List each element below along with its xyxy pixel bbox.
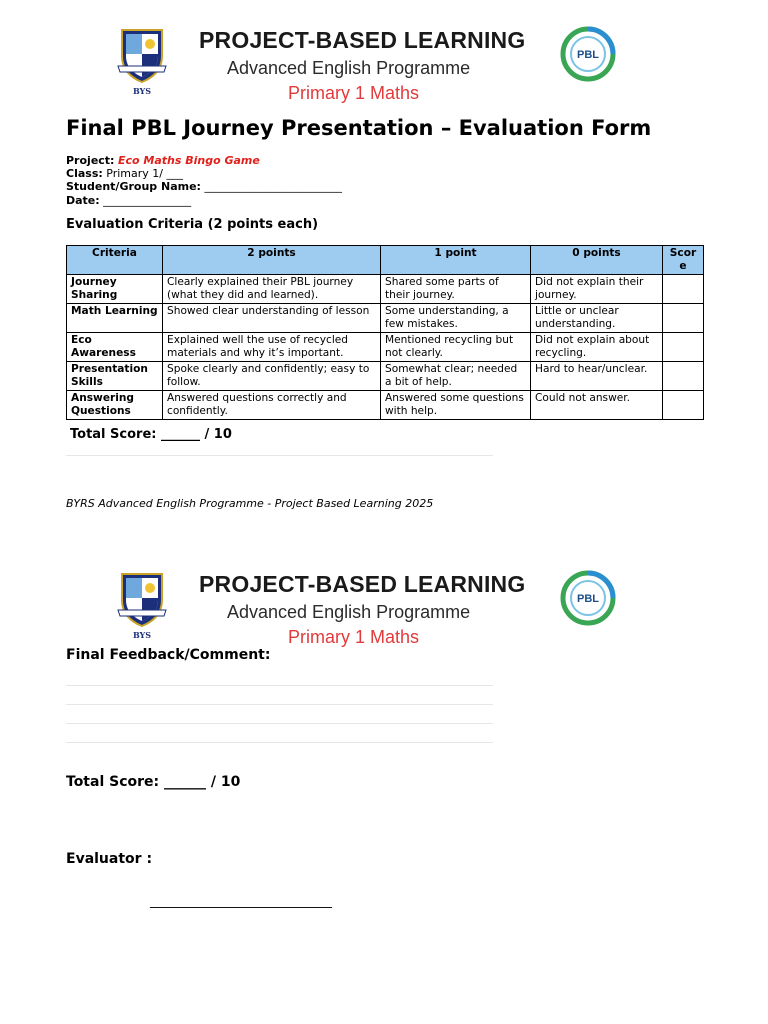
one-point-cell: Somewhat clear; needed a bit of help.	[381, 362, 531, 391]
signature-line: ____________________________	[150, 894, 332, 909]
feedback-line	[66, 704, 493, 705]
student-label: Student/Group Name:	[66, 180, 201, 194]
banner-title: PROJECT-BASED LEARNING	[199, 27, 526, 53]
table-row	[67, 362, 704, 391]
zero-points-cell: Hard to hear/unclear.	[531, 362, 663, 391]
header-banner-page-2	[84, 556, 644, 650]
one-point-cell: Shared some parts of their journey.	[381, 275, 531, 304]
criteria-cell: Journey Sharing	[67, 275, 163, 304]
two-points-cell: Explained well the use of recycled materials and why it’s important.	[163, 333, 381, 362]
two-points-cell: Spoke clearly and confidently; easy to follow.	[163, 362, 381, 391]
header-1-point: 1 point	[381, 246, 531, 275]
criteria-cell: Presentation Skills	[67, 362, 163, 391]
feedback-heading: Final Feedback/Comment:	[66, 647, 271, 663]
class-value: Primary 1/ ___	[106, 167, 183, 181]
banner-subject: Primary 1 Maths	[288, 627, 420, 647]
form-meta	[66, 154, 342, 207]
form-title: Final PBL Journey Presentation – Evaluation Form	[66, 116, 652, 140]
school-abbreviation: BYS	[132, 630, 152, 640]
banner-title: PROJECT-BASED LEARNING	[199, 571, 526, 597]
project-row	[66, 154, 342, 167]
footer-text: BYRS Advanced English Programme - Project Based Learning 2025	[66, 497, 434, 510]
table-row	[67, 333, 704, 362]
feedback-line	[66, 685, 493, 686]
two-points-cell: Showed clear understanding of lesson	[163, 304, 381, 333]
score-cell	[663, 391, 704, 420]
one-point-cell: Answered some questions with help.	[381, 391, 531, 420]
criteria-cell: Answering Questions	[67, 391, 163, 420]
table-row	[67, 304, 704, 333]
school-crest-icon	[114, 570, 170, 640]
project-value: Eco Maths Bingo Game	[117, 154, 260, 167]
header-banner	[84, 12, 644, 106]
evaluation-rubric-table	[66, 245, 704, 420]
feedback-line	[66, 742, 493, 743]
evaluator-label: Evaluator :	[66, 851, 153, 867]
pbl-logo-icon	[560, 570, 616, 626]
pbl-logo-icon	[560, 26, 616, 82]
date-label: Date:	[66, 193, 100, 207]
header-score: Score	[663, 246, 704, 275]
score-cell	[663, 362, 704, 391]
table-header-row	[67, 246, 704, 275]
school-crest-icon	[114, 26, 170, 96]
header-criteria: Criteria	[67, 246, 163, 275]
student-row	[66, 180, 342, 193]
banner-subtitle: Advanced English Programme	[227, 58, 471, 78]
date-blank: ________________	[103, 193, 192, 207]
feedback-line	[66, 723, 493, 724]
two-points-cell: Answered questions correctly and confidently.	[163, 391, 381, 420]
score-cell	[663, 304, 704, 333]
class-row	[66, 167, 342, 180]
pbl-logo-text: PBL	[577, 593, 599, 605]
criteria-cell: Eco Awareness	[67, 333, 163, 362]
date-row	[66, 194, 342, 207]
student-blank: _________________________	[204, 180, 342, 194]
criteria-cell: Math Learning	[67, 304, 163, 333]
banner-subject: Primary 1 Maths	[288, 83, 420, 103]
total-score-top: Total Score: ______ / 10	[70, 427, 232, 442]
criteria-heading: Evaluation Criteria (2 points each)	[66, 217, 319, 232]
zero-points-cell: Did not explain their journey.	[531, 275, 663, 304]
one-point-cell: Some understanding, a few mistakes.	[381, 304, 531, 333]
one-point-cell: Mentioned recycling but not clearly.	[381, 333, 531, 362]
table-row	[67, 391, 704, 420]
school-abbreviation: BYS	[132, 86, 152, 96]
total-score-bottom: Total Score: ______ / 10	[66, 774, 241, 790]
two-points-cell: Clearly explained their PBL journey (what they did and learned).	[163, 275, 381, 304]
header-0-points: 0 points	[531, 246, 663, 275]
zero-points-cell: Did not explain about recycling.	[531, 333, 663, 362]
zero-points-cell: Little or unclear understanding.	[531, 304, 663, 333]
zero-points-cell: Could not answer.	[531, 391, 663, 420]
header-2-points: 2 points	[163, 246, 381, 275]
score-cell	[663, 333, 704, 362]
table-row	[67, 275, 704, 304]
score-cell	[663, 275, 704, 304]
pbl-logo-text: PBL	[577, 49, 599, 61]
class-label: Class:	[66, 167, 103, 181]
banner-subtitle: Advanced English Programme	[227, 602, 471, 622]
project-label: Project:	[66, 154, 115, 167]
divider-line	[66, 455, 493, 456]
